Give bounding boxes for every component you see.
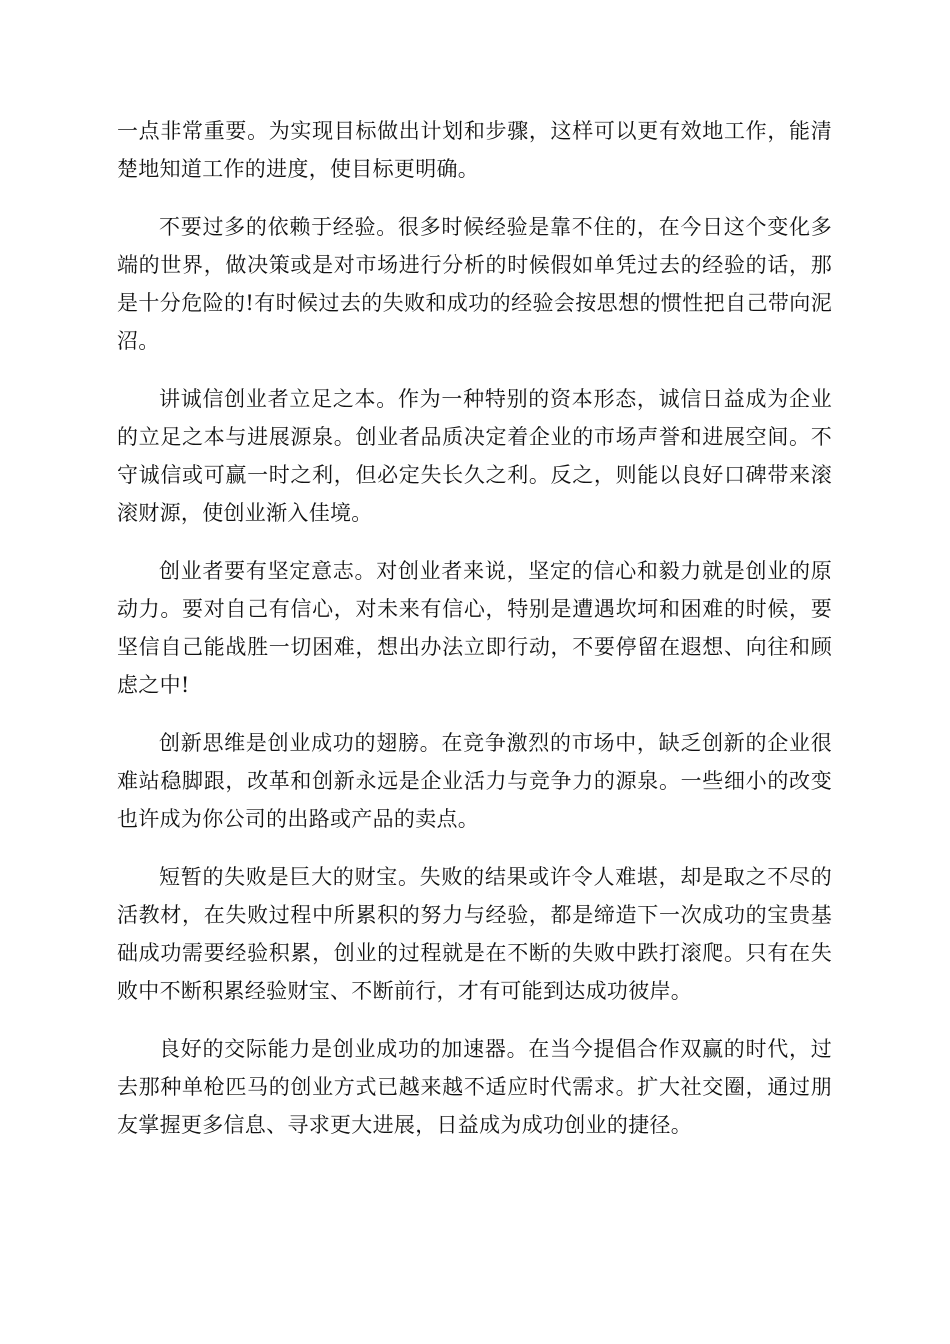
paragraph-2: 不要过多的依赖于经验。很多时候经验是靠不住的，在今日这个变化多端的世界，做决策或是对市场进行分析的时候假如单凭过去的经验的话，那是十分危险的!有时候过去的失败和成功的经验会按思想的惯性把自己带向泥沼。 xyxy=(117,215,832,353)
paragraph-4: 创业者要有坚定意志。对创业者来说，坚定的信心和毅力就是创业的原动力。要对自己有信心，对未来有信心，特别是遭遇坎坷和困难的时候，要坚信自己能战胜一切困难，想出办法立即行动，不要停留在遐想、向往和顾虑之中! xyxy=(117,559,832,697)
paragraph-3: 讲诚信创业者立足之本。作为一种特别的资本形态，诚信日益成为企业的立足之本与进展源泉。创业者品质决定着企业的市场声誉和进展空间。不守诚信或可赢一时之利，但必定失长久之利。反之，则能以良好口碑带来滚滚财源，使创业渐入佳境。 xyxy=(117,387,832,525)
paragraph-6: 短暂的失败是巨大的财宝。失败的结果或许令人难堪，却是取之不尽的活教材，在失败过程中所累积的努力与经验，都是缔造下一次成功的宝贵基础成功需要经验积累，创业的过程就是在不断的失败中跌打滚爬。只有在失败中不断积累经验财宝、不断前行，才有可能到达成功彼岸。 xyxy=(117,865,832,1003)
paragraph-7: 良好的交际能力是创业成功的加速器。在当今提倡合作双赢的时代，过去那种单枪匹马的创业方式已越来越不适应时代需求。扩大社交圈，通过朋友掌握更多信息、寻求更大进展，日益成为成功创业的捷径。 xyxy=(117,1037,832,1137)
paragraph-1: 一点非常重要。为实现目标做出计划和步骤，这样可以更有效地工作，能清楚地知道工作的进度，使目标更明确。 xyxy=(117,119,832,181)
document-body xyxy=(117,112,832,1164)
paragraph-5: 创新思维是创业成功的翅膀。在竞争激烈的市场中，缺乏创新的企业很难站稳脚跟，改革和创新永远是企业活力与竞争力的源泉。一些细小的改变也许成为你公司的出路或产品的卖点。 xyxy=(117,731,832,831)
